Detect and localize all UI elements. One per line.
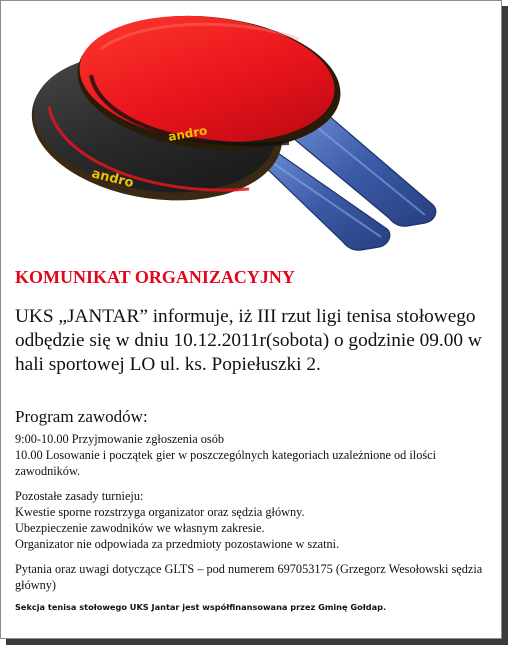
program-item: 9:00-10.00 Przyjmowanie zgłoszenia osób	[15, 432, 225, 446]
announcement-title: KOMUNIKAT ORGANIZACYJNY	[15, 267, 295, 287]
rules-item: Organizator nie odpowiada za przedmioty pozostawione w szatni.	[15, 537, 340, 551]
program-heading: Program zawodów:	[15, 407, 148, 426]
table-tennis-bats-photo	[29, 9, 474, 259]
black-bat-brand: andro	[90, 166, 136, 192]
rules-item: Kwestie sporne rozstrzyga organizator oraz sędzia główny.	[15, 505, 305, 519]
rules-list	[15, 488, 493, 552]
sponsor-footer: Sekcja tenisa stołowego UKS Jantar jest współfinansowana przez Gminę Gołdap.	[15, 602, 387, 612]
red-bat-brand: andro	[167, 123, 209, 144]
announcement-lead: UKS „JANTAR” informuje, iż III rzut ligi tenisa stołowego odbędzie się w dniu 10.12.2011r(sobota) o godzinie 09.00 w hali sportowej LO ul. ks. Popiełuszki 2.	[15, 306, 482, 375]
program-item: 10.00 Losowanie i początek gier w poszczególnych kategoriach uzależnione od ilości zawodników.	[15, 448, 437, 478]
rules-heading: Pozostałe zasady turnieju:	[15, 489, 144, 503]
program-list	[15, 431, 493, 479]
rules-item: Ubezpieczenie zawodników we własnym zakresie.	[15, 521, 265, 535]
contact-info: Pytania oraz uwagi dotyczące GLTS – pod numerem 697053175 (Grzegorz Wesołowski sędzia główny)	[15, 562, 483, 592]
